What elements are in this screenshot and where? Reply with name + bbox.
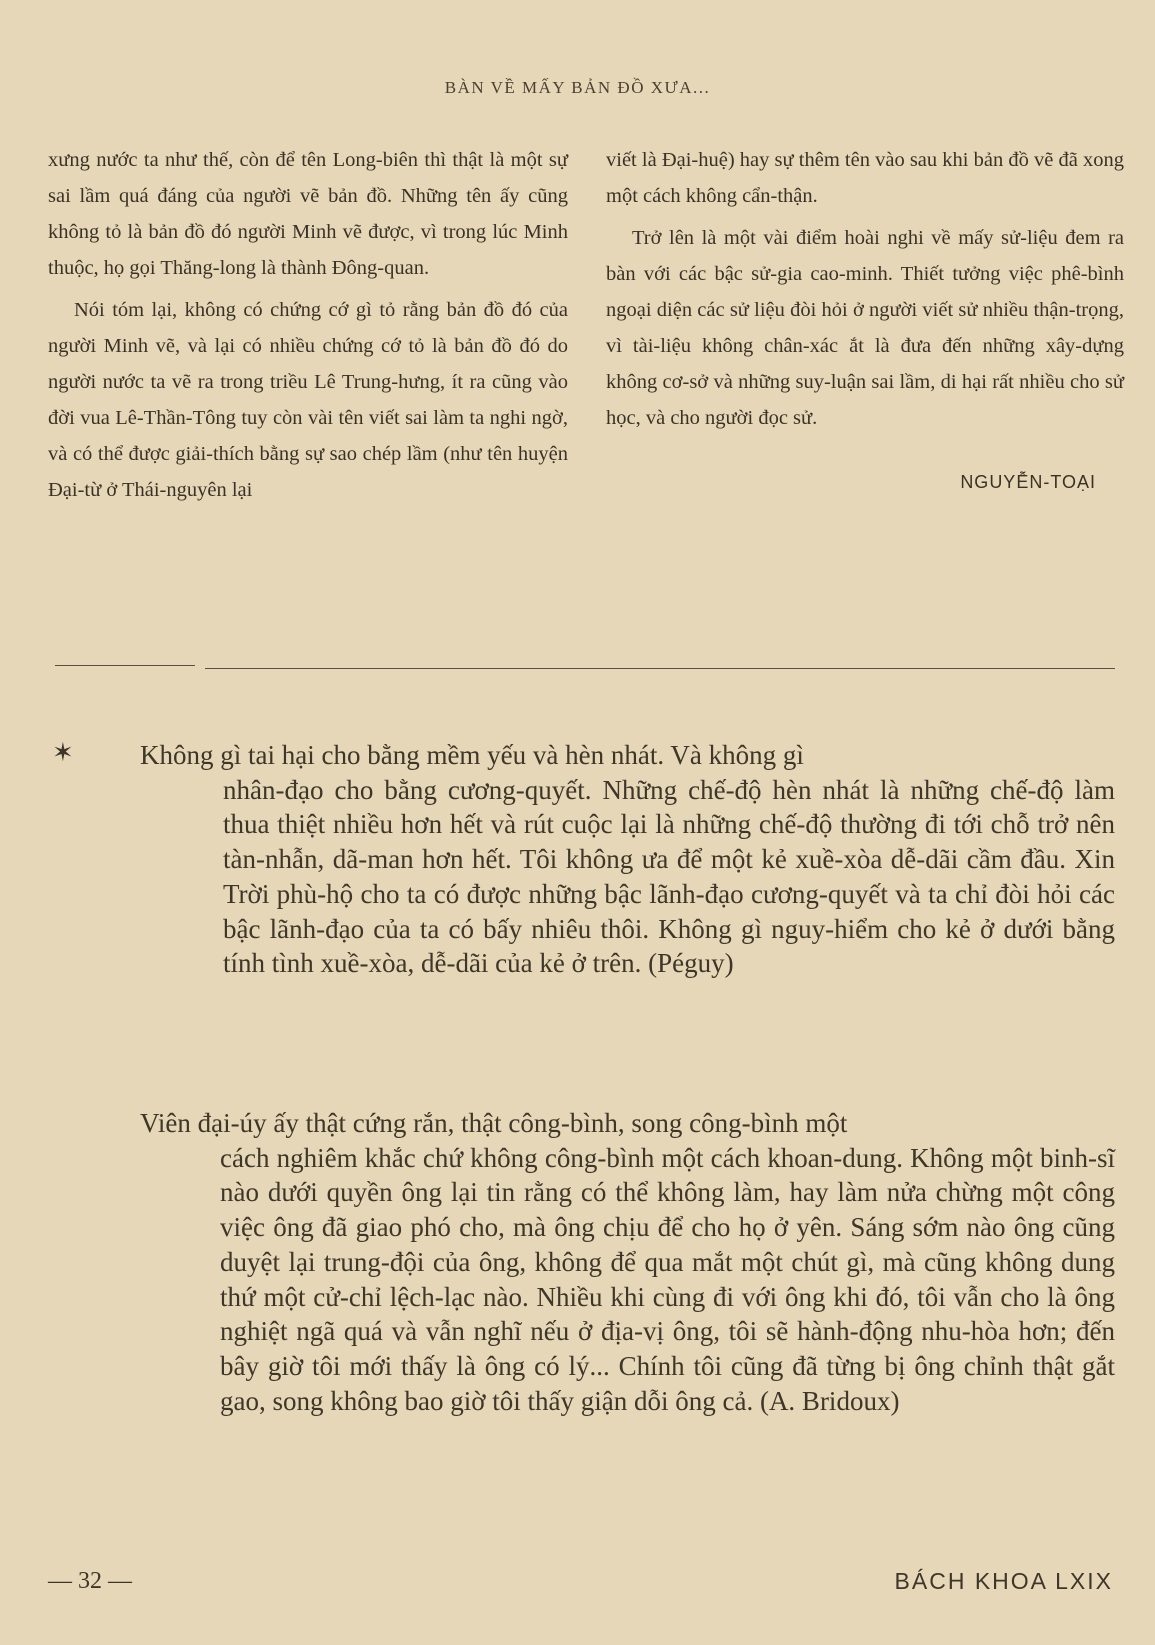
article-left-column: [48, 142, 568, 508]
article-paragraph: viết là Đại-huệ) hay sự thêm tên vào sau khi bản đồ vẽ đã xong một cách không cẩn-thận.: [606, 149, 1124, 207]
quote-first-line: Viên đại-úy ấy thật cứng rắn, thật công-bình, song công-bình một: [140, 1108, 848, 1138]
quote-body: cách nghiêm khắc chứ không công-bình một cách khoan-dung. Không một binh-sĩ nào dưới quyền ông lại tin rằng có thể không làm, hay làm nửa chừng một công việc ông đã giao phó cho, mà ông chịu để cho họ ở yên. Sáng sớm nào ông cũng duyệt lại trung-đội của ông, không để qua mắt một chút gì, mà cũng không dung thứ một cử-chỉ lệch-lạc nào. Nhiều khi cùng đi với ông khi đó, tôi vẫn cho là ông nghiệt ngã quá và vẫn nghĩ nếu ở địa-vị ông, tôi sẽ hành-động nhu-hòa hơn; đến bây giờ tôi mới thấy là ông có lý... Chính tôi cũng đã từng bị ông chỉnh thật gắt gao, song không bao giờ tôi thấy giận dỗi ông cả. (A. Bridoux): [220, 1142, 1115, 1416]
article-right-column: [606, 142, 1124, 500]
star-icon: ✶: [52, 738, 74, 768]
article-paragraph: Trở lên là một vài điểm hoài nghi về mấy sử-liệu đem ra bàn với các bậc sử-gia cao-minh. Thiết tưởng việc phê-bình ngoại diện các sử liệu đòi hỏi ở người viết sử nhiều thận-trọng, vì tài-liệu không chân-xác ắt là đưa đến những xây-dựng không cơ-sở và những suy-luận sai lầm, di hại rất nhiều cho sử học, và cho người đọc sử.: [606, 227, 1124, 429]
section-divider: [205, 668, 1115, 669]
quote-first-line: Không gì tai hại cho bằng mềm yếu và hèn nhát. Và không gì: [140, 740, 804, 770]
article-paragraph: xưng nước ta như thế, còn để tên Long-biên thì thật là một sự sai lầm quá đáng của người vẽ bản đồ. Những tên ấy cũng không tỏ là bản đồ đó người Minh vẽ được, vì trong lúc Minh thuộc, họ gọi Thăng-long là thành Đông-quan.: [48, 149, 568, 279]
section-divider: [55, 665, 195, 666]
author-signature: NGUYỄN-TOẠI: [960, 472, 1096, 492]
running-header: BÀN VỀ MẤY BẢN ĐỒ XƯA...: [444, 78, 711, 97]
page-number: — 32 —: [48, 1568, 132, 1594]
journal-name: BÁCH KHOA LXIX: [894, 1568, 1113, 1594]
article-paragraph: Nói tóm lại, không có chứng cớ gì tỏ rằng bản đồ đó của người Minh vẽ, và lại có nhiều chứng cớ tỏ là bản đồ đó do người nước ta vẽ ra trong triều Lê Trung-hưng, ít ra cũng vào đời vua Lê-Thần-Tông tuy còn vài tên viết sai làm ta nghi ngờ, và có thể được giải-thích bằng sự sao chép lầm (như tên huyện Đại-từ ở Thái-nguyên lại: [48, 299, 568, 501]
quote-block: [140, 738, 1115, 981]
quote-body: nhân-đạo cho bằng cương-quyết. Những chế-độ hèn nhát là những chế-độ làm thua thiệt nhiều hơn hết và rút cuộc lại là những chế-độ thường đi tới chỗ trở nên tàn-nhẫn, dã-man hơn hết. Tôi không ưa để một kẻ xuề-xòa dễ-dãi cầm đầu. Xin Trời phù-hộ cho ta có được những bậc lãnh-đạo cương-quyết và ta chỉ đòi hỏi các bậc lãnh-đạo của ta có bấy nhiêu thôi. Không gì nguy-hiểm cho kẻ ở dưới bằng tính tình xuề-xòa, dễ-dãi của kẻ ở trên. (Péguy): [223, 774, 1115, 979]
quote-block: [140, 1106, 1115, 1418]
